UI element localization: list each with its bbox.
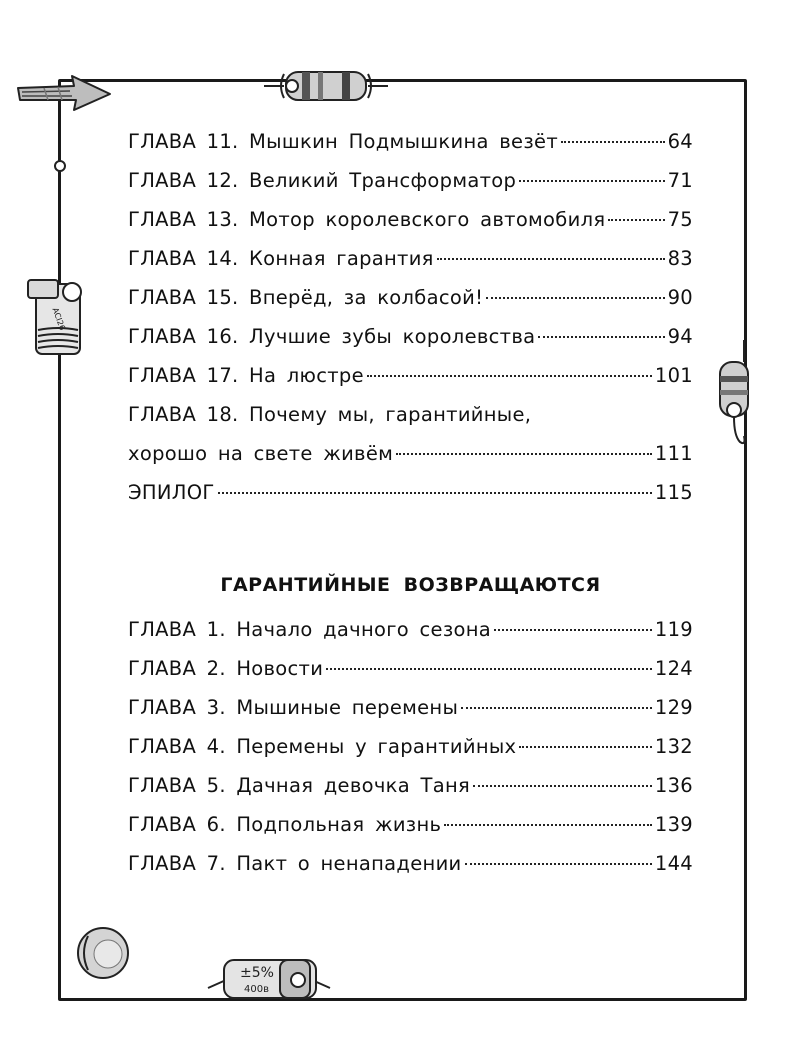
toc-entry[interactable]: ГЛАВА 14. Конная гарантия 83 bbox=[128, 247, 693, 270]
leader-dots bbox=[538, 336, 664, 338]
toc-entry[interactable]: ГЛАВА 1. Начало дачного сезона 119 bbox=[128, 618, 693, 641]
resistor-icon bbox=[262, 66, 390, 106]
leader-dots bbox=[367, 375, 652, 377]
toc-entry[interactable]: ГЛАВА 3. Мышиные перемены 129 bbox=[128, 696, 693, 719]
toc-entry[interactable]: ГЛАВА 4. Перемены у гарантийных 132 bbox=[128, 735, 693, 758]
leader-dots bbox=[396, 453, 652, 455]
leader-dots bbox=[608, 219, 664, 221]
capacitor-icon bbox=[204, 950, 334, 1006]
leader-dots bbox=[437, 258, 665, 260]
coil-label: ACI26 bbox=[50, 306, 67, 332]
toc-entry[interactable]: ГЛАВА 6. Подпольная жизнь 139 bbox=[128, 813, 693, 836]
leader-dots bbox=[444, 824, 652, 826]
toc-entry[interactable]: ГЛАВА 13. Мотор королевского автомобиля 75 bbox=[128, 208, 693, 231]
frame-dot bbox=[54, 160, 66, 172]
round-cap-icon bbox=[74, 924, 132, 982]
leader-dots bbox=[519, 180, 664, 182]
toc-entry[interactable]: ГЛАВА 16. Лучшие зубы королевства 94 bbox=[128, 325, 693, 348]
toc-entry[interactable]: ГЛАВА 7. Пакт о ненападении 144 bbox=[128, 852, 693, 875]
toc-entry[interactable]: ГЛАВА 15. Вперёд, за колбасой! 90 bbox=[128, 286, 693, 309]
leader-dots bbox=[486, 297, 664, 299]
leader-dots bbox=[326, 668, 652, 670]
toc-entry[interactable]: ГЛАВА 11. Мышкин Подмышкина везёт 64 bbox=[128, 130, 693, 153]
leader-dots bbox=[218, 492, 652, 494]
toc-entry-epilogue[interactable]: ЭПИЛОГ 115 bbox=[128, 481, 693, 504]
toc-part-1 bbox=[128, 130, 693, 520]
coil-icon bbox=[22, 270, 86, 370]
leader-dots bbox=[473, 785, 652, 787]
leader-dots bbox=[494, 629, 652, 631]
toc-entry-continued[interactable]: хорошо на свете живём 111 bbox=[128, 442, 693, 465]
leader-dots bbox=[465, 863, 652, 865]
toc-part-2 bbox=[128, 618, 693, 891]
leader-dots bbox=[461, 707, 652, 709]
leader-dots bbox=[561, 141, 665, 143]
section-title: ГАРАНТИЙНЫЕ ВОЗВРАЩАЮТСЯ bbox=[220, 574, 601, 596]
toc-entry[interactable]: ГЛАВА 2. Новости 124 bbox=[128, 657, 693, 680]
capacitor-voltage: 400в bbox=[244, 984, 269, 995]
arrow-icon bbox=[14, 68, 114, 118]
toc-entry[interactable]: ГЛАВА 5. Дачная девочка Таня 136 bbox=[128, 774, 693, 797]
leader-dots bbox=[519, 746, 651, 748]
hanging-resistor-icon bbox=[710, 340, 760, 450]
toc-entry[interactable]: ГЛАВА 12. Великий Трансформатор 71 bbox=[128, 169, 693, 192]
capacitor-tolerance: ±5% bbox=[240, 965, 274, 981]
toc-entry[interactable]: ГЛАВА 17. На люстре 101 bbox=[128, 364, 693, 387]
toc-entry[interactable]: ГЛАВА 18. Почему мы, гарантийные, bbox=[128, 403, 532, 426]
